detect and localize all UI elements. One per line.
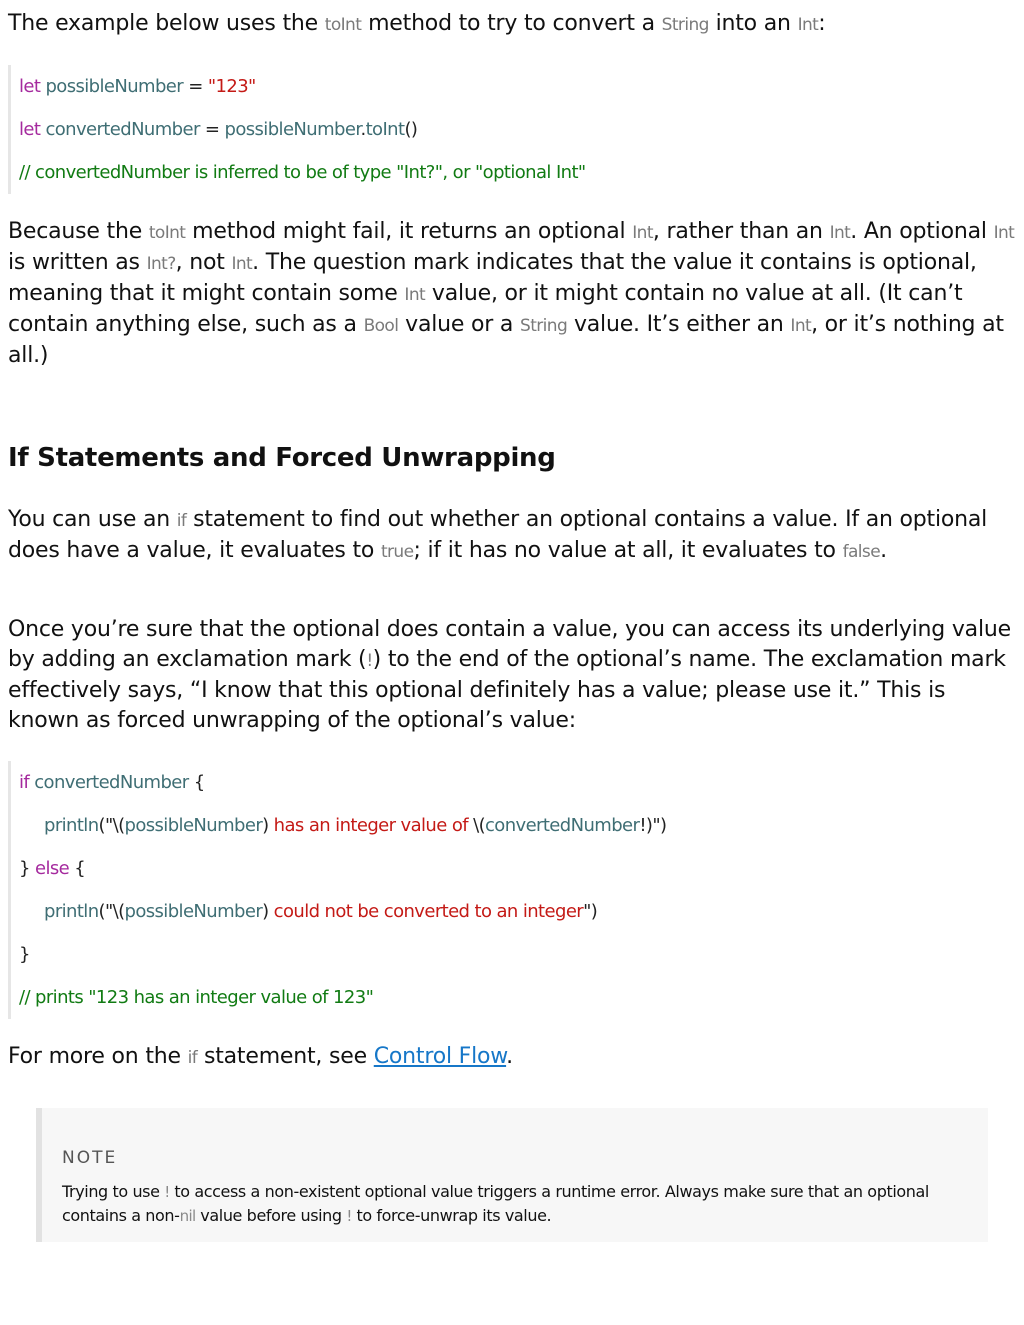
code-line: let convertedNumber = possibleNumber.toInt() — [19, 119, 418, 140]
inline-code: Int — [993, 223, 1015, 243]
if-statement-paragraph: You can use an if statement to find out whether an optional contains a value. If an optional does have a value, it evaluates to true; if it has no value at all, it evaluates to false. — [8, 507, 988, 563]
inline-code-toint: toInt — [324, 15, 362, 35]
note-text: Trying to use ! to access a non-existent optional value triggers a runtime error. Always make sure that an optional contains a non-nil value before using ! to force-unwrap its value. — [62, 1182, 929, 1225]
code-comment-line: // prints "123 has an integer value of 123" — [19, 987, 374, 1008]
intro-paragraph — [8, 9, 1018, 40]
code-line: if convertedNumber { — [19, 772, 205, 793]
section-heading: If Statements and Forced Unwrapping — [8, 443, 556, 473]
note-title: NOTE — [62, 1148, 118, 1168]
code-block-if-statement — [8, 761, 666, 1019]
code-line: println("\(possibleNumber) has an integer value of \(convertedNumber!)") — [44, 815, 667, 836]
inline-code-false: false — [842, 542, 881, 562]
inline-code-true: true — [380, 542, 414, 562]
more-info-paragraph: For more on the if statement, see Control Flow. — [8, 1044, 513, 1069]
inline-code-exclamation: ! — [346, 1207, 352, 1225]
inline-code-exclamation: ! — [366, 651, 373, 671]
inline-code: Int — [829, 223, 851, 243]
code-line: } else { — [19, 858, 86, 879]
inline-code: Int — [404, 285, 426, 305]
inline-code-string: String — [661, 15, 709, 35]
intro-text: The example below uses the — [8, 11, 325, 36]
control-flow-link[interactable]: Control Flow — [373, 1044, 507, 1069]
code-line: println("\(possibleNumber) could not be converted to an integer") — [44, 901, 598, 922]
inline-code-nil: nil — [179, 1207, 196, 1225]
note-box — [36, 1108, 988, 1242]
intro-text: method to try to convert a — [361, 11, 662, 36]
code-block-tointt — [8, 65, 586, 194]
forced-unwrapping-paragraph: Once you’re sure that the optional does contain a value, you can access its underlying value by adding an exclamation mark (!) to the end of the optional’s name. The exclamation mark effectively says, “I know that this optional definitely has a value; please use it.” This is known as forced unwrapping of the optional’s value: — [8, 617, 1011, 733]
inline-code-if: if — [187, 1048, 198, 1068]
inline-code: String — [520, 316, 568, 336]
inline-code: Int — [790, 316, 812, 336]
inline-code: Int? — [146, 254, 176, 274]
inline-code-int: Int — [797, 15, 819, 35]
optional-explanation-paragraph: Because the toInt method might fail, it returns an optional Int, rather than an Int. An optional Int is written as Int?, not Int. The question mark indicates that the value it contains is optional, meaning that it might contain some Int value, or it might contain no value at all. (It can’t contain anything else, such as a Bool value or a String value. It’s either an Int, or it’s nothing at all.) — [8, 219, 1015, 368]
inline-code: Int — [231, 254, 253, 274]
inline-code: toInt — [148, 223, 186, 243]
code-line: } — [19, 944, 30, 965]
inline-code: Int — [632, 223, 653, 243]
code-comment-line: // convertedNumber is inferred to be of type "Int?", or "optional Int" — [19, 162, 586, 183]
code-line: let possibleNumber = "123" — [19, 76, 256, 97]
intro-text: : — [818, 11, 826, 36]
inline-code-exclamation: ! — [164, 1183, 170, 1201]
inline-code-if: if — [176, 511, 187, 531]
inline-code: Bool — [363, 316, 399, 336]
intro-text: into an — [708, 11, 798, 36]
